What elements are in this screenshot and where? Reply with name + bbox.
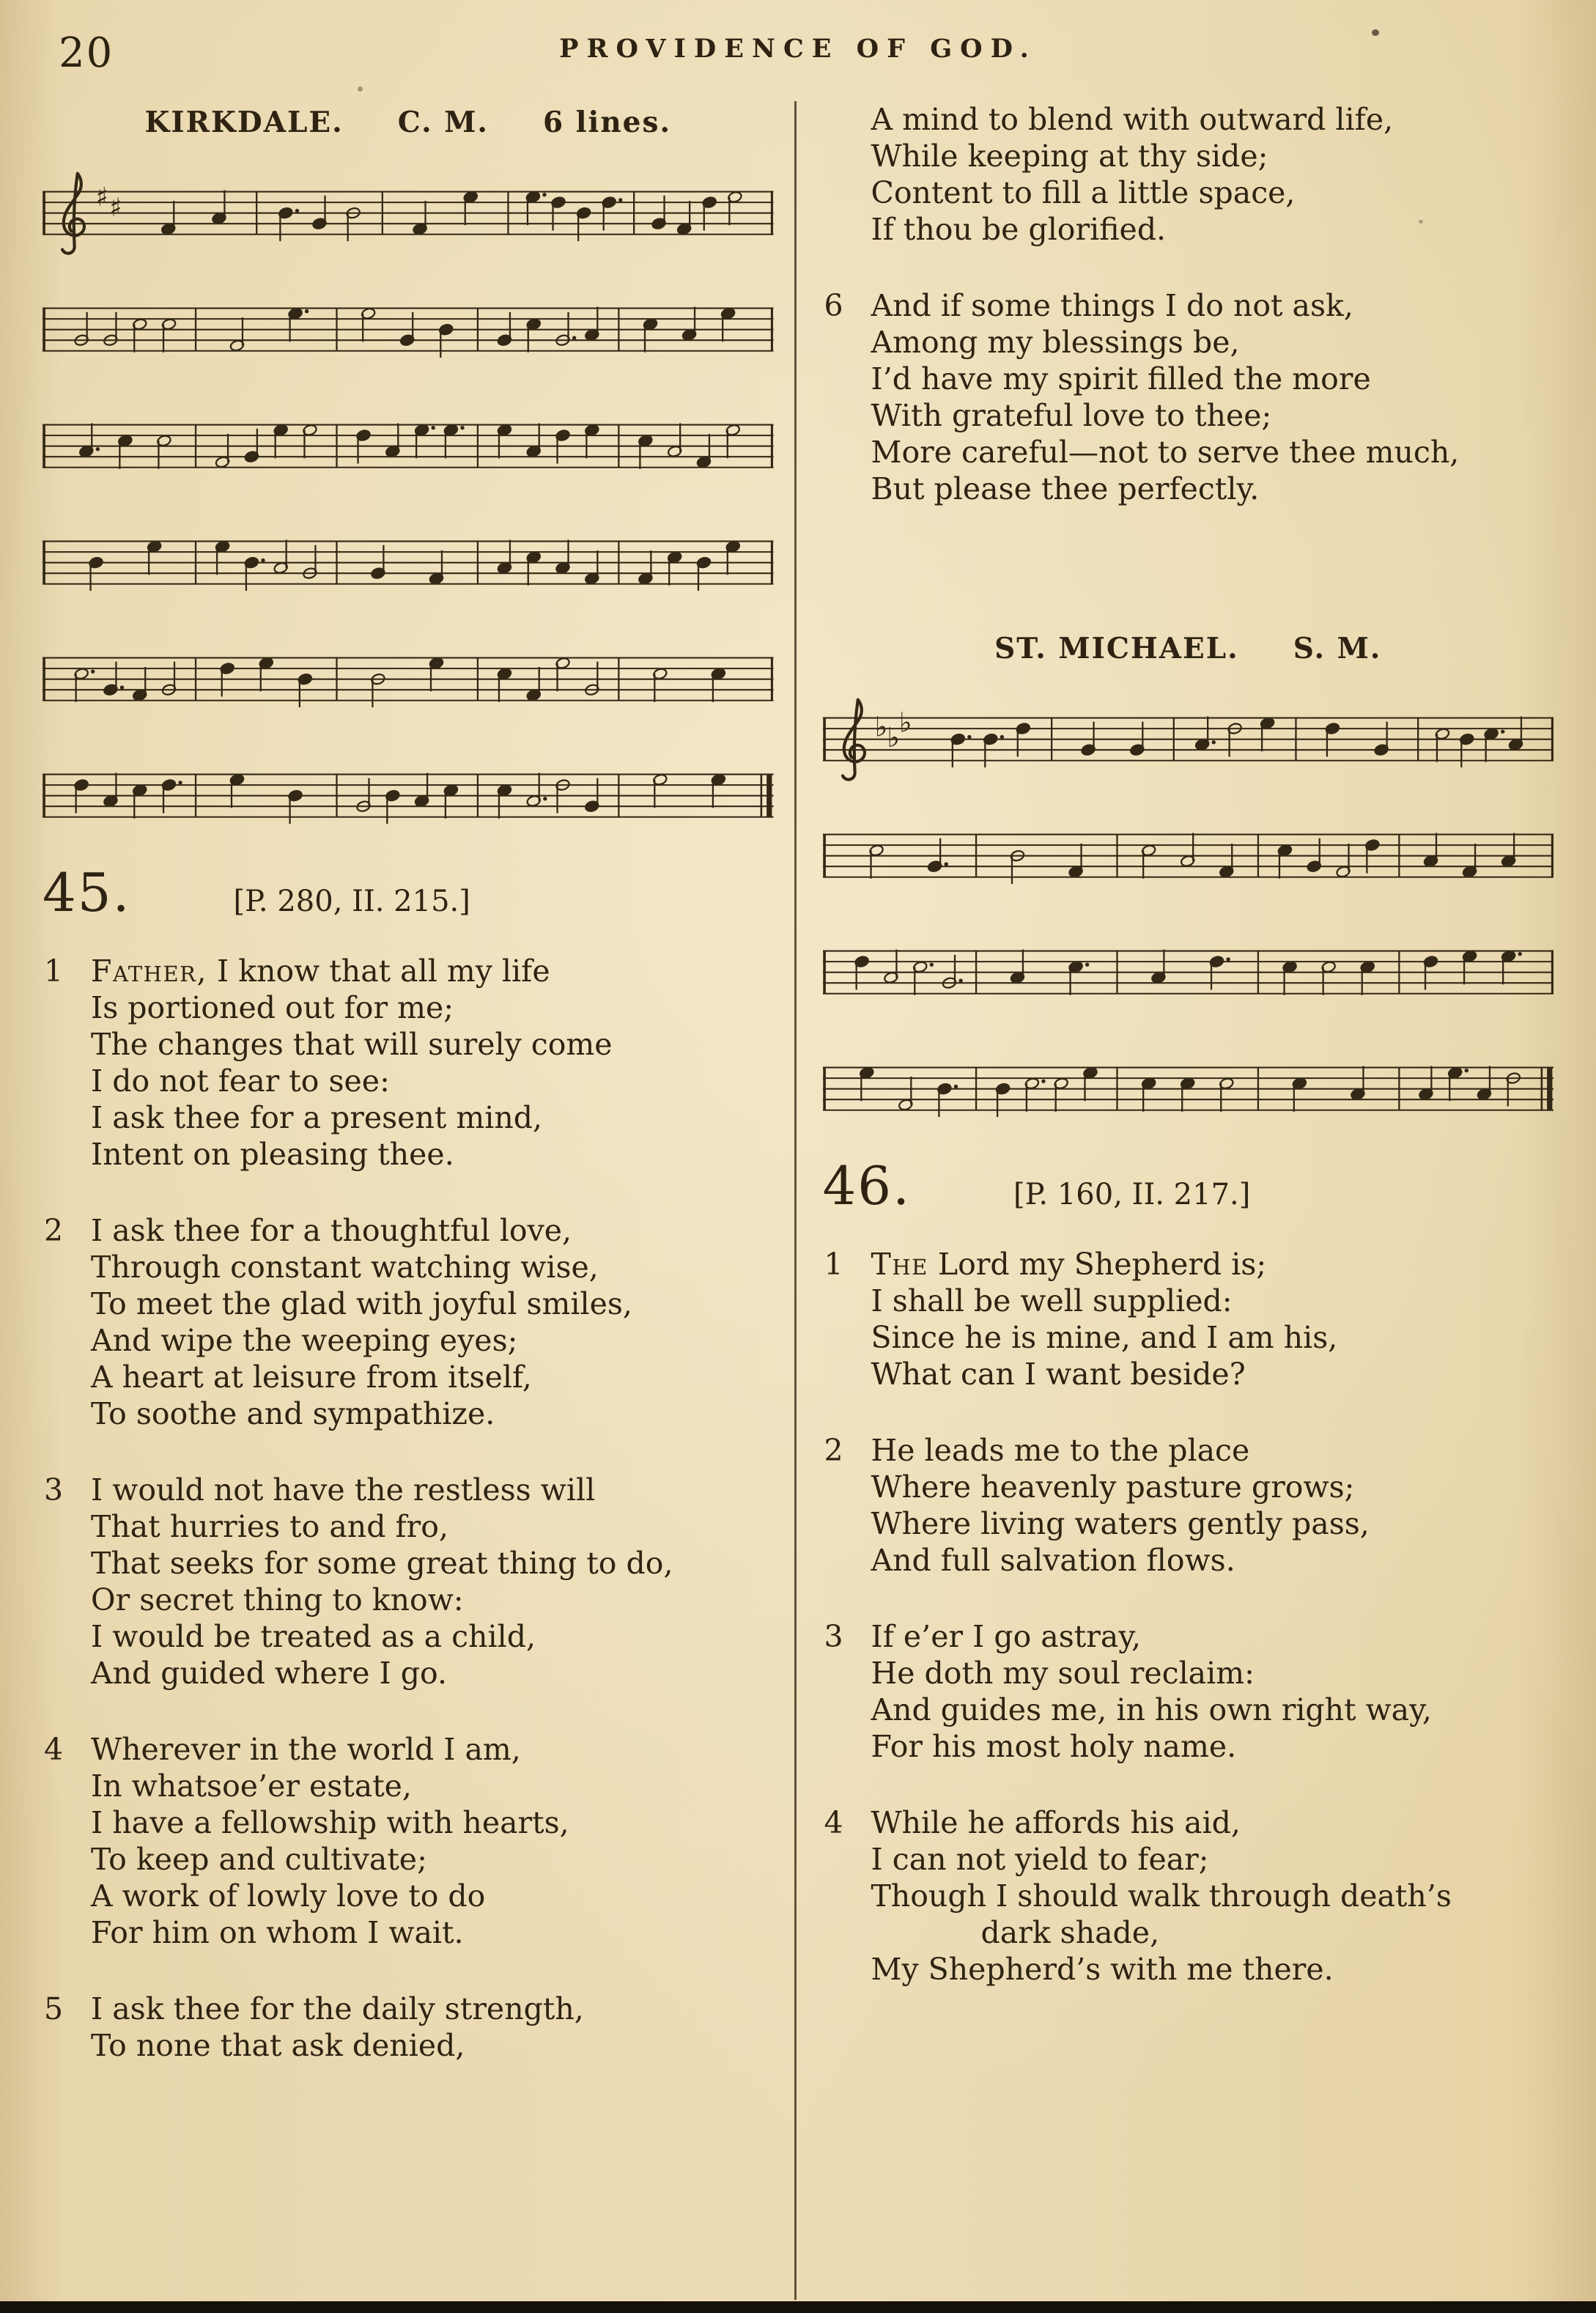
small-caps-lead: The bbox=[871, 1247, 928, 1283]
verse-line: For him on whom I wait. bbox=[91, 1915, 464, 1951]
verse-line: I have a fellowship with hearts, bbox=[91, 1805, 569, 1841]
verse-line: For his most holy name. bbox=[871, 1729, 1237, 1765]
tune-name: ST. MICHAEL. bbox=[994, 632, 1239, 665]
hymn-46-heading bbox=[823, 1155, 1554, 1217]
verse-line: The Lord my Shepherd is; bbox=[871, 1247, 1267, 1283]
hymn-number: 46. bbox=[822, 1155, 912, 1217]
flat-sign-icon: ♭ bbox=[898, 706, 912, 739]
verse-number: 5 bbox=[44, 1991, 64, 2027]
music-staff bbox=[823, 804, 1554, 903]
music-staff bbox=[43, 161, 774, 260]
hymn-verse bbox=[43, 1472, 774, 1692]
verse-lines bbox=[91, 953, 774, 1173]
hymn-reference: [P. 280, II. 215.] bbox=[233, 885, 470, 919]
verse-lines bbox=[871, 1804, 1554, 1988]
verse-lines bbox=[91, 1991, 774, 2064]
music-staff bbox=[43, 744, 774, 843]
verse-number: 1 bbox=[44, 953, 64, 989]
flat-sign-icon: ♭ bbox=[874, 710, 887, 743]
verse-line: I would be treated as a child, bbox=[91, 1619, 536, 1655]
verse-line: More careful—not to serve thee much, bbox=[871, 435, 1460, 470]
hymn-reference: [P. 160, II. 217.] bbox=[1013, 1178, 1251, 1212]
verse-line: My Shepherd’s with me there. bbox=[871, 1952, 1334, 1988]
right-column bbox=[797, 101, 1554, 2300]
sharp-sign-icon: ♯ bbox=[95, 182, 108, 213]
verse-number: 2 bbox=[824, 1433, 843, 1469]
running-head: PROVIDENCE OF GOD. bbox=[559, 34, 1037, 64]
two-column-layout bbox=[0, 82, 1596, 2300]
scan-edge-artifact bbox=[0, 2301, 1596, 2313]
verse-line: A work of lowly love to do bbox=[91, 1878, 486, 1914]
hymn-45-verses bbox=[43, 953, 774, 2064]
page-header bbox=[0, 0, 1596, 82]
verse-line: Wherever in the world I am, bbox=[91, 1732, 521, 1768]
verse-line: He doth my soul reclaim: bbox=[871, 1656, 1255, 1692]
hymn-verse bbox=[823, 1804, 1554, 1988]
verse-lines bbox=[871, 287, 1554, 507]
verse-line: Where living waters gently pass, bbox=[871, 1506, 1370, 1542]
verse-number: 1 bbox=[824, 1247, 843, 1283]
tune-name: KIRKDALE. bbox=[144, 106, 344, 139]
hymn-45-heading bbox=[43, 862, 774, 923]
music-staff bbox=[43, 511, 774, 610]
music-staff bbox=[43, 394, 774, 493]
music-staff bbox=[43, 278, 774, 377]
verse-line: Intent on pleasing thee. bbox=[91, 1137, 454, 1173]
verse-number: 2 bbox=[44, 1213, 64, 1249]
verse-line: And guides me, in his own right way, bbox=[871, 1692, 1432, 1728]
verse-line: That seeks for some great thing to do, bbox=[91, 1546, 673, 1582]
music-staff bbox=[823, 921, 1554, 1019]
verse-number: 3 bbox=[44, 1472, 64, 1508]
verse-line: With grateful love to thee; bbox=[871, 398, 1272, 433]
verse-line: While keeping at thy side; bbox=[871, 139, 1268, 174]
verse-lines bbox=[91, 1731, 774, 1951]
hymn-46-verses bbox=[823, 1246, 1554, 1988]
verse-line: I ask thee for a thoughtful love, bbox=[91, 1213, 572, 1249]
verse-line: To none that ask denied, bbox=[91, 2028, 465, 2064]
verse-line: I can not yield to fear; bbox=[871, 1842, 1209, 1878]
music-staff bbox=[823, 1037, 1554, 1136]
verse-line: I shall be well supplied: bbox=[871, 1283, 1233, 1319]
verse-lines bbox=[871, 1246, 1554, 1392]
verse-line: Is portioned out for me; bbox=[91, 990, 454, 1026]
verse-line: A mind to blend with outward life, bbox=[871, 102, 1394, 137]
verse-line: A heart at leisure from itself, bbox=[91, 1360, 532, 1395]
verse-line: The changes that will surely come bbox=[91, 1027, 613, 1063]
verse-line: Father, I know that all my life bbox=[91, 953, 550, 989]
verse-line: If thou be glorified. bbox=[871, 212, 1167, 247]
hymn-verse bbox=[43, 1991, 774, 2064]
verse-line: If e’er I go astray, bbox=[871, 1619, 1142, 1655]
verse-line: And if some things I do not ask, bbox=[871, 288, 1353, 323]
hymn-verse bbox=[823, 1618, 1554, 1765]
hymn-number: 45. bbox=[43, 862, 131, 924]
verse-lines bbox=[871, 1432, 1554, 1579]
verse-line: Since he is mine, and I am his, bbox=[871, 1320, 1338, 1356]
verse-line: But please thee perfectly. bbox=[871, 471, 1260, 506]
verse-number: 6 bbox=[824, 288, 843, 323]
hymn-verse bbox=[823, 1246, 1554, 1392]
hymn-verse bbox=[823, 287, 1554, 507]
ink-speck bbox=[1372, 29, 1379, 36]
verse-line: What can I want beside? bbox=[871, 1357, 1246, 1392]
verse-line: Through constant watching wise, bbox=[91, 1250, 599, 1285]
tune-lines-label: 6 lines. bbox=[542, 106, 672, 139]
verse-line: I ask thee for the daily strength, bbox=[91, 1991, 584, 2027]
tune-meter: C. M. bbox=[397, 106, 489, 139]
tune-heading-st-michael bbox=[823, 632, 1554, 665]
hymn-verse bbox=[823, 101, 1554, 248]
verse-line: While he affords his aid, bbox=[871, 1805, 1241, 1841]
hymn-verse bbox=[43, 1731, 774, 1951]
column-divider-rule bbox=[794, 101, 797, 2300]
ink-speck bbox=[1419, 220, 1423, 224]
verse-line: To soothe and sympathize. bbox=[91, 1396, 495, 1432]
verse-line: To meet the glad with joyful smiles, bbox=[91, 1286, 632, 1322]
verse-line: In whatsoe’er estate, bbox=[91, 1768, 412, 1804]
hymn-verse bbox=[823, 1432, 1554, 1579]
music-notation-st-michael bbox=[823, 687, 1554, 1136]
verse-number: 4 bbox=[44, 1732, 64, 1768]
hymn-verse bbox=[43, 1212, 774, 1432]
hymn-45-carryover-verses bbox=[823, 101, 1554, 507]
verse-line: Though I should walk through death’s bbox=[871, 1878, 1452, 1914]
verse-line: He leads me to the place bbox=[871, 1433, 1250, 1469]
verse-line: Where heavenly pasture grows; bbox=[871, 1469, 1355, 1505]
verse-number: 3 bbox=[824, 1619, 843, 1655]
verse-line: And guided where I go. bbox=[91, 1656, 447, 1692]
verse-line: Or secret thing to know: bbox=[91, 1582, 464, 1618]
small-caps-lead: Father, bbox=[91, 953, 207, 989]
music-notation-kirkdale bbox=[43, 161, 774, 843]
verse-lines bbox=[91, 1472, 774, 1692]
verse-line: Content to fill a little space, bbox=[871, 175, 1296, 210]
verse-lines bbox=[871, 1618, 1554, 1765]
music-staff bbox=[823, 687, 1554, 786]
music-staff bbox=[43, 627, 774, 726]
verse-line: Among my blessings be, bbox=[871, 325, 1240, 360]
verse-line: And wipe the weeping eyes; bbox=[91, 1323, 518, 1359]
verse-line: I do not fear to see: bbox=[91, 1063, 390, 1099]
tune-heading-kirkdale bbox=[43, 106, 774, 139]
sharp-sign-icon: ♯ bbox=[109, 192, 122, 223]
verse-line: To keep and cultivate; bbox=[91, 1842, 427, 1878]
verse-line: And full salvation flows. bbox=[871, 1543, 1235, 1579]
verse-lines bbox=[871, 101, 1554, 248]
verse-number: 4 bbox=[824, 1805, 843, 1841]
verse-line: dark shade, bbox=[980, 1915, 1160, 1951]
page-number: 20 bbox=[59, 29, 114, 77]
verse-lines bbox=[91, 1212, 774, 1432]
left-column bbox=[43, 101, 794, 2300]
verse-line: I would not have the restless will bbox=[91, 1472, 596, 1508]
tune-meter: S. M. bbox=[1293, 632, 1382, 665]
flat-sign-icon: ♭ bbox=[886, 721, 900, 754]
verse-line: I ask thee for a present mind, bbox=[91, 1100, 543, 1136]
verse-line: I’d have my spirit filled the more bbox=[871, 361, 1371, 396]
hymn-verse bbox=[43, 953, 774, 1173]
verse-line: That hurries to and fro, bbox=[91, 1509, 448, 1545]
ink-speck bbox=[358, 86, 363, 92]
